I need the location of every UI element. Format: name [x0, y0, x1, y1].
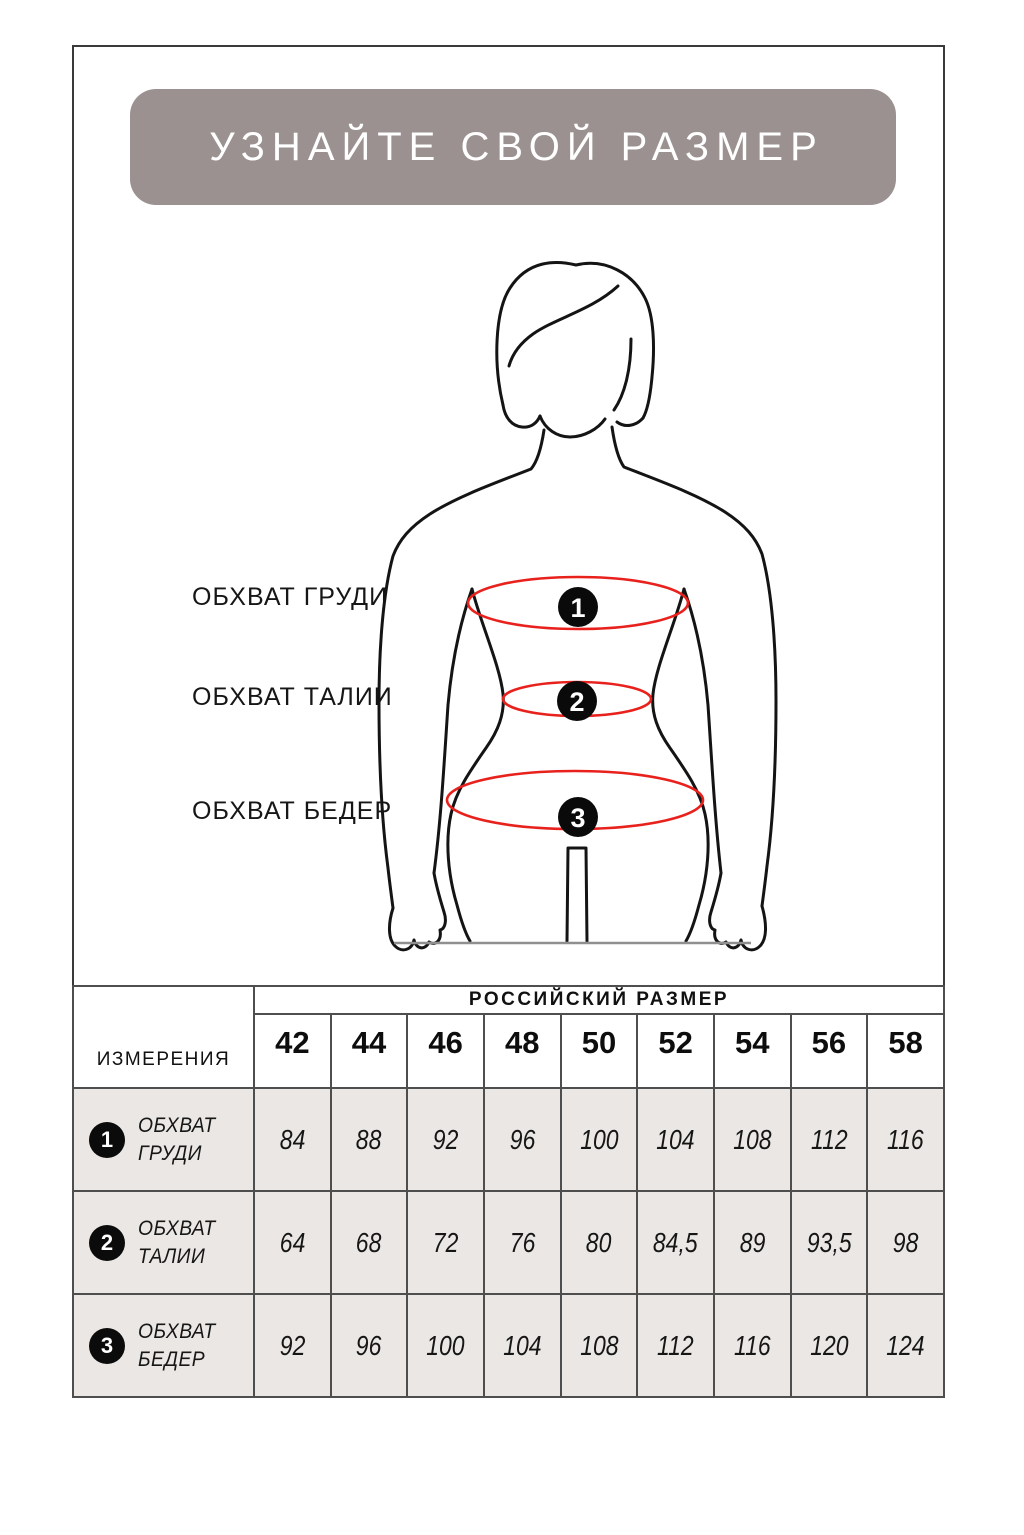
- bust-value: 92: [407, 1088, 484, 1191]
- bust-marker: [558, 587, 598, 627]
- hips-value: 124: [867, 1294, 944, 1397]
- waist-value: 68: [331, 1191, 408, 1294]
- bust-value: 88: [331, 1088, 408, 1191]
- waist-value: 72: [407, 1191, 484, 1294]
- page-title: УЗНАЙТЕ СВОЙ РАЗМЕР: [209, 124, 824, 169]
- russian-size-header-cell: РОССИЙСКИЙ РАЗМЕР: [254, 986, 944, 1014]
- hips-row-label: ОБХВАТ БЕДЕР: [138, 1320, 216, 1371]
- figure-panel: [72, 45, 945, 985]
- hips-value: 92: [254, 1294, 331, 1397]
- hips-value: 96: [331, 1294, 408, 1397]
- waist-value: 84,5: [637, 1191, 714, 1294]
- waist-value: 80: [561, 1191, 638, 1294]
- svg-text:3: 3: [570, 803, 586, 833]
- bust-value: 84: [254, 1088, 331, 1191]
- waist-value: 76: [484, 1191, 561, 1294]
- bust-value: 116: [867, 1088, 944, 1191]
- bust-row-label-cell: [73, 1088, 254, 1191]
- bust-number-badge: 1: [89, 1122, 125, 1158]
- svg-text:2: 2: [569, 687, 585, 717]
- bust-value: 104: [637, 1088, 714, 1191]
- size-col-46: 46: [407, 1014, 484, 1088]
- waist-value: 64: [254, 1191, 331, 1294]
- body-figure-diagram: [74, 47, 943, 983]
- hips-value: 100: [407, 1294, 484, 1397]
- waist-value: 98: [867, 1191, 944, 1294]
- bust-value: 96: [484, 1088, 561, 1191]
- size-col-44: 44: [331, 1014, 408, 1088]
- waist-marker: [557, 681, 597, 721]
- size-col-58: 58: [867, 1014, 944, 1088]
- hips-value: 116: [714, 1294, 791, 1397]
- table-row-hips: [73, 1294, 944, 1397]
- bust-value: 112: [791, 1088, 868, 1191]
- hips-value: 112: [637, 1294, 714, 1397]
- hips-row-label-cell: [73, 1294, 254, 1397]
- bust-value: 108: [714, 1088, 791, 1191]
- figure-torso-outline: [448, 589, 708, 941]
- table-row-bust: [73, 1088, 944, 1191]
- hips-measure-label: ОБХВАТ БЕДЕР: [192, 797, 393, 825]
- waist-value: 93,5: [791, 1191, 868, 1294]
- hips-value: 104: [484, 1294, 561, 1397]
- hips-marker: [558, 797, 598, 837]
- size-col-52: 52: [637, 1014, 714, 1088]
- waist-measure-label: ОБХВАТ ТАЛИИ: [192, 683, 393, 711]
- size-col-48: 48: [484, 1014, 561, 1088]
- size-col-50: 50: [561, 1014, 638, 1088]
- waist-row-label: ОБХВАТ ТАЛИИ: [138, 1217, 216, 1268]
- size-table: [72, 985, 945, 1398]
- size-col-42: 42: [254, 1014, 331, 1088]
- hips-value: 108: [561, 1294, 638, 1397]
- measurements-header-cell: ИЗМЕРЕНИЯ: [73, 986, 254, 1088]
- bust-value: 100: [561, 1088, 638, 1191]
- figure-head-outline: [497, 262, 654, 437]
- hips-number-badge: 3: [89, 1328, 125, 1364]
- waist-number-badge: 2: [89, 1225, 125, 1261]
- size-col-56: 56: [791, 1014, 868, 1088]
- bust-measure-label: ОБХВАТ ГРУДИ: [192, 583, 389, 611]
- hips-value: 120: [791, 1294, 868, 1397]
- svg-text:1: 1: [570, 593, 586, 623]
- bust-row-label: ОБХВАТ ГРУДИ: [138, 1114, 216, 1165]
- waist-row-label-cell: [73, 1191, 254, 1294]
- table-row-waist: [73, 1191, 944, 1294]
- size-col-54: 54: [714, 1014, 791, 1088]
- waist-value: 89: [714, 1191, 791, 1294]
